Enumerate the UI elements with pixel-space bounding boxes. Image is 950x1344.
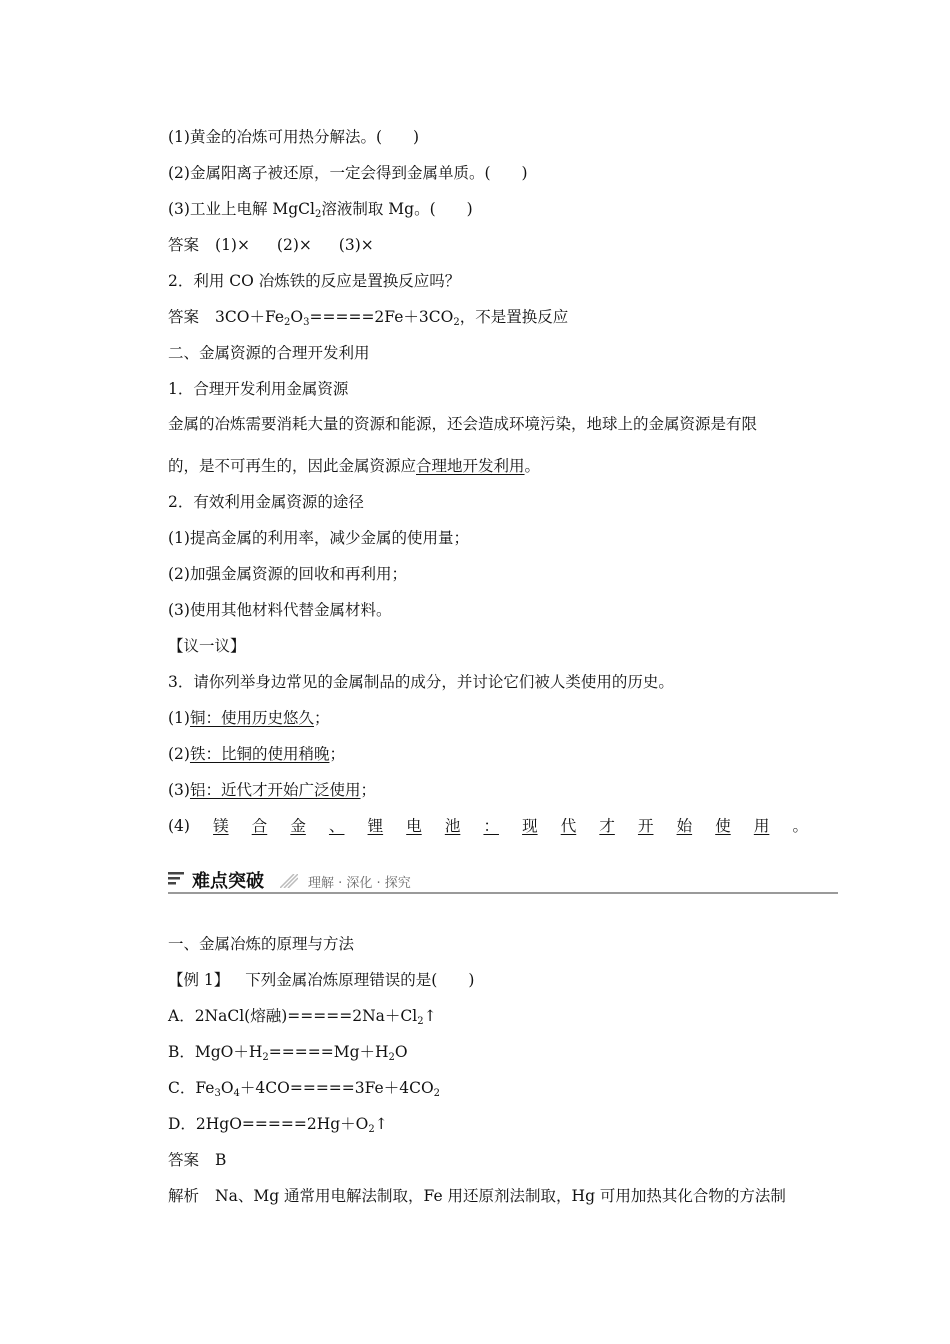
- analysis-text: Na、Mg 通常用电解法制取，Fe 用还原剂法制取，Hg 可用加热其化合物的方法制: [215, 1187, 786, 1205]
- question-5: 3．请你列举身边常见的金属制品的成分，并讨论它们被人类使用的历史。: [168, 673, 674, 691]
- way-item-2: (2)加强金属资源的回收和再利用；: [168, 565, 407, 583]
- answer-1: [168, 235, 396, 255]
- analysis: [168, 1186, 786, 1206]
- example-question: [168, 970, 474, 990]
- subsection-1-title: 1．合理开发利用金属资源: [168, 380, 349, 398]
- question-2: (2)金属阳离子被还原，一定会得到金属单质。( ): [168, 164, 528, 182]
- example-label: 【例 1】: [168, 971, 230, 989]
- paragraph-line: 金属的冶炼需要消耗大量的资源和能源，还会造成环境污染，地球上的金属资源是有限: [168, 415, 758, 433]
- way-item-1: (1)提高金属的利用率，减少金属的使用量；: [168, 529, 469, 547]
- section-2-title: 二、金属资源的合理开发利用: [168, 344, 370, 362]
- list-item-4: (4) 镁 合 金 、 锂 电 池 ： 现 代 才 开 始 使 用 。: [168, 817, 808, 835]
- subscript: 2: [315, 209, 322, 220]
- answer-label: 答案: [168, 236, 200, 254]
- option-b: B．$MgO+H_2=====Mg+H_2O$: [168, 1043, 408, 1063]
- divider: [168, 892, 838, 894]
- question-3-text: (3)工业上电解 MgCl: [168, 200, 315, 218]
- equation: $3CO+Fe_2O_3=====2Fe+3CO_2$，不是置换反应: [215, 308, 569, 328]
- section-header-title: 难点突破: [192, 871, 264, 892]
- list-item: (2)铁：比铜的使用稍晚；: [168, 745, 345, 763]
- list-item: (3)铝：近代才开始广泛使用；: [168, 781, 376, 799]
- question-4: 2．利用 CO 冶炼铁的反应是置换反应吗？: [168, 272, 461, 290]
- discuss-heading: 【议一议】: [168, 637, 246, 655]
- answer-2: [168, 307, 568, 333]
- answer-item: (2)×: [276, 236, 312, 254]
- underlined-answer: 合理地开发利用: [416, 457, 525, 475]
- underlined-answer: 铜：使用历史悠久: [189, 709, 314, 727]
- answer-label: 答案: [168, 1151, 200, 1169]
- question-3: [168, 199, 473, 225]
- section-header-bar: [168, 866, 838, 896]
- underlined-answer: 铁：比铜的使用稍晚: [189, 745, 330, 763]
- stripes-icon: [168, 870, 186, 888]
- subsection-2-title: 2．有效利用金属资源的途径: [168, 493, 364, 511]
- answer-label: 答案: [168, 308, 200, 326]
- question-3-text: 溶液制取 Mg。( ): [321, 200, 473, 218]
- answer-3: [168, 1150, 226, 1170]
- answer-value: B: [215, 1151, 227, 1169]
- list-item: (1)铜：使用历史悠久；: [168, 709, 330, 727]
- analysis-label: 解析: [168, 1187, 200, 1205]
- section-header-subtitle: 理解 · 深化 · 探究: [308, 876, 411, 891]
- question-1: (1)黄金的冶炼可用热分解法。( ): [168, 128, 420, 146]
- answer-item: (3)×: [338, 236, 374, 254]
- option-a: A．2NaCl(熔融)$=====2Na+Cl_2↑$: [168, 1007, 437, 1027]
- paragraph-line: 的，是不可再生的，因此金属资源应合理地开发利用。: [168, 457, 541, 475]
- hatch-decoration-icon: [280, 874, 298, 888]
- option-c: C．$Fe_3O_4+4CO=====3Fe+4CO_2$: [168, 1079, 441, 1099]
- example-text: 下列金属冶炼原理错误的是( ): [245, 971, 475, 989]
- option-d: D．$2HgO=====2Hg+O_2↑$: [168, 1115, 388, 1135]
- underlined-answer: 铝：近代才开始广泛使用: [189, 781, 361, 799]
- section-1-title: 一、金属冶炼的原理与方法: [168, 935, 355, 953]
- answer-item: (1)×: [215, 236, 250, 254]
- way-item-3: (3)使用其他材料代替金属材料。: [168, 601, 392, 619]
